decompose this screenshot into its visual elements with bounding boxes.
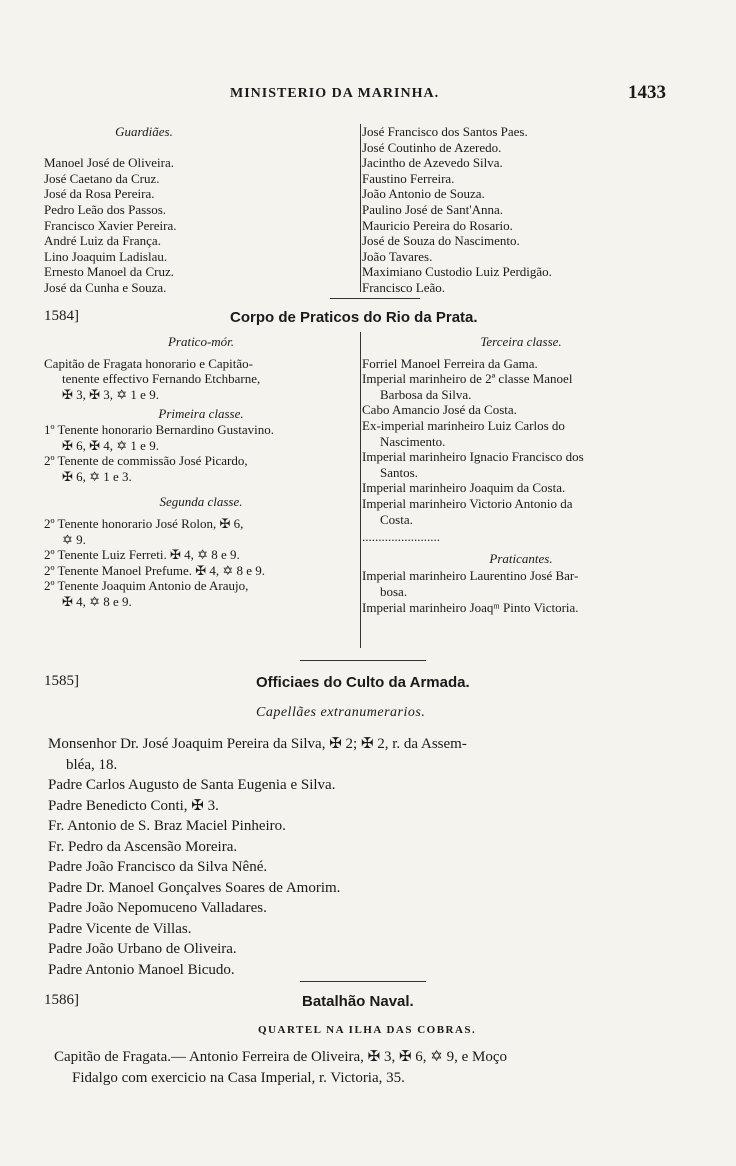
entry-line: tenente effectivo Fernando Etchbarne, — [62, 371, 261, 387]
capellaes-list — [48, 734, 688, 980]
list-item: Maximiano Custodio Luiz Perdigão. — [362, 264, 552, 280]
guardioes-left-column — [44, 124, 359, 296]
entry-line: Padre Dr. Manoel Gonçalves Soares de Amorim. — [48, 879, 341, 896]
entry-line: Imperial marinheiro Victorio Antonio da — [362, 495, 573, 511]
list-item: Jacintho de Azevedo Silva. — [362, 155, 503, 171]
section-title-1586: Batalhão Naval. — [302, 993, 414, 1010]
entry-line: Imperial marinheiro Ignacio Francisco dos — [362, 449, 584, 465]
column-divider — [360, 332, 361, 648]
entry-line: Forriel Manoel Ferreira da Gama. — [362, 355, 538, 371]
section-number-1586: 1586] — [44, 992, 79, 1008]
entry-line: Capitão de Fragata.— Antonio Ferreira de Oliveira, ✠ 3, ✠ 6, ✡ 9, e Moço — [54, 1049, 508, 1065]
entry-line: Monsenhor Dr. José Joaquim Pereira da Silva, ✠ 2; ✠ 2, r. da Assem- — [48, 736, 467, 752]
entry-line: Ex-imperial marinheiro Luiz Carlos do — [362, 417, 565, 433]
entry-line: ✠ 4, ✡ 8 e 9. — [62, 593, 132, 609]
entry-line: 2º Tenente Joaquim Antonio de Araujo, — [44, 578, 249, 594]
section-number-1584: 1584] — [44, 308, 79, 324]
list-item: Francisco Xavier Pereira. — [44, 217, 177, 233]
section-subheading-1585: Capellães extranumerarios. — [256, 705, 426, 720]
list-item: Manoel José de Oliveira. — [44, 155, 174, 171]
terceira-heading: Terceira classe. — [480, 334, 562, 349]
entry-line: 1º Tenente honorario Bernardino Gustavino. — [44, 421, 274, 437]
page-header-title: MINISTERIO DA MARINHA. — [230, 86, 440, 101]
entry-line: Fr. Pedro da Ascensão Moreira. — [48, 838, 238, 855]
list-item: Pedro Leão dos Passos. — [44, 201, 167, 217]
list-item: José Francisco dos Santos Paes. — [362, 124, 528, 139]
list-item: João Tavares. — [362, 248, 433, 264]
entry-line: Padre Carlos Augusto de Santa Eugenia e Silva. — [48, 777, 336, 793]
list-item: José Coutinho de Azeredo. — [362, 139, 502, 155]
list-item: Francisco Leão. — [362, 279, 446, 295]
list-item: João Antonio de Souza. — [362, 186, 485, 202]
section-title-1585: Officiaes do Culto da Armada. — [256, 674, 470, 691]
list-item: José da Cunha e Souza. — [44, 279, 167, 295]
entry-line: Imperial marinheiro de 2ª classe Manoel — [362, 371, 573, 387]
page-number: 1433 — [628, 82, 666, 103]
entry-line: Cabo Amancio José da Costa. — [362, 402, 517, 418]
entry-line: Imperial marinheiro Joaquim da Costa. — [362, 480, 566, 496]
list-item: Lino Joaquim Ladislau. — [44, 248, 168, 264]
section-number-1585: 1585] — [44, 673, 79, 689]
section-subheading-1586: QUARTEL NA ILHA DAS COBRAS. — [258, 1024, 477, 1036]
list-item: André Luiz da França. — [44, 233, 161, 249]
entry-line: 2º Tenente honorario José Rolon, ✠ 6, — [44, 515, 244, 531]
entry-line: ✡ 9. — [62, 531, 86, 547]
primeira-heading: Primeira classe. — [158, 406, 244, 422]
list-item: Paulino José de Sant'Anna. — [362, 201, 503, 217]
entry-line: ✠ 6, ✠ 4, ✡ 1 e 9. — [62, 437, 159, 453]
entry-line: Padre João Nepomuceno Valladares. — [48, 900, 267, 916]
entry-line: Nascimento. — [380, 433, 446, 449]
guardioes-heading: Guardiães. — [115, 124, 173, 139]
entry-line: Costa. — [380, 511, 413, 527]
praticantes-heading: Praticantes. — [489, 550, 553, 566]
entry-line: Barbosa da Silva. — [380, 386, 472, 402]
entry-line: bléa, 18. — [66, 756, 118, 773]
entry-line: Santos. — [380, 464, 418, 480]
entry-line: Imperial marinheiro Joaqᵐ Pinto Victoria. — [362, 599, 579, 615]
entry-line: Imperial marinheiro Laurentino José Bar- — [362, 568, 579, 584]
entry-line: Padre João Urbano de Oliveira. — [48, 941, 237, 957]
entry-line: 2º Tenente de commissão José Picardo, — [44, 453, 248, 469]
entry-line: 2º Tenente Manoel Prefume. ✠ 4, ✡ 8 e 9. — [44, 562, 266, 578]
section-title-1584: Corpo de Praticos do Rio da Prata. — [230, 309, 478, 326]
section-rule — [300, 660, 426, 661]
guardioes-right-column — [362, 124, 682, 296]
pratico-mor-heading: Pratico-mór. — [167, 334, 235, 349]
entry-line: Padre João Francisco da Silva Nêné. — [48, 859, 268, 875]
entry-line: Fr. Antonio de S. Braz Maciel Pinheiro. — [48, 818, 286, 834]
entry-line: Capitão de Fragata honorario e Capitão- — [44, 355, 254, 371]
column-divider — [360, 124, 361, 292]
entry-line: ✠ 3, ✠ 3, ✡ 1 e 9. — [62, 386, 159, 402]
entry-line: bosa. — [380, 583, 408, 599]
dotted-leader: ........................ — [362, 529, 440, 545]
entry-line: Padre Vicente de Villas. — [48, 920, 192, 937]
list-item: José da Rosa Pereira. — [44, 186, 155, 202]
praticos-left-column — [44, 334, 358, 610]
entry-line: Fidalgo com exercicio na Casa Imperial, r. Victoria, 35. — [72, 1069, 405, 1086]
list-item: José Caetano da Cruz. — [44, 170, 160, 186]
segunda-heading: Segunda classe. — [159, 494, 243, 510]
entry-line: 2º Tenente Luiz Ferreti. ✠ 4, ✡ 8 e 9. — [44, 547, 240, 563]
praticos-right-column — [362, 334, 680, 615]
section-rule — [300, 981, 426, 982]
list-item: Ernesto Manoel da Cruz. — [44, 264, 174, 280]
entry-line: ✠ 6, ✡ 1 e 3. — [62, 468, 132, 484]
list-item: Mauricio Pereira do Rosario. — [362, 217, 513, 233]
entry-line: Padre Antonio Manoel Bicudo. — [48, 961, 235, 978]
batalhao-entry — [54, 1047, 694, 1088]
entry-line: Padre Benedicto Conti, ✠ 3. — [48, 797, 219, 814]
list-item: Faustino Ferreira. — [362, 170, 455, 186]
section-rule — [330, 298, 420, 299]
list-item: José de Souza do Nascimento. — [362, 233, 520, 249]
